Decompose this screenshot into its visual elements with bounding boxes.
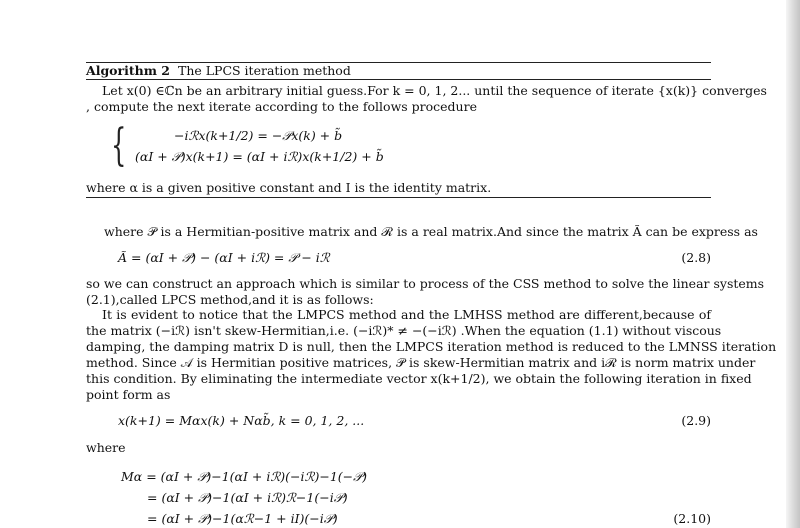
body-para3-line4: method. Since 𝒜 is Hermitian positive matrices, 𝒫 is skew-Hermitian matrix and iℛ is norm matrix under xyxy=(86,355,756,370)
algorithm-eq2: (αI + 𝒫)x(k+1) = (αI + iℛ)x(k+1/2) + b̃ xyxy=(135,149,384,164)
body-para2-line1: so we can construct an approach which is similar to process of the CSS method to solve the linear systems xyxy=(86,276,765,291)
algorithm-bottom-rule xyxy=(86,197,711,198)
equation-2-8-number: (2.8) xyxy=(681,250,711,265)
algorithm-eq1: −iℛx(k+1/2) = −𝒫x(k) + b̃ xyxy=(174,128,343,143)
equation-2-8: Ã = (αI + 𝒫) − (αI + iℛ) = 𝒫 − iℛ xyxy=(118,250,330,265)
equation-2-10-line1: Mα = (αI + 𝒫)−1(αI + iℛ)(−iℛ)−1(−𝒫) xyxy=(121,469,368,484)
equation-2-10-line3: = (αI + 𝒫)−1(αℛ−1 + iI)(−i𝒫) xyxy=(147,511,338,526)
algorithm-intro-line1: Let x(0) ∈ℂn be an arbitrary initial guess.For k = 0, 1, 2... until the sequence of iterate {x(k)} converges xyxy=(102,83,767,98)
equation-2-10-line2: = (αI + 𝒫)−1(αI + iℛ)ℛ−1(−i𝒫) xyxy=(147,490,348,505)
page-edge-shadow xyxy=(786,0,800,528)
algorithm-title: The LPCS iteration method xyxy=(177,63,351,78)
body-para1: where 𝒫 is a Hermitian-positive matrix and ℛ is a real matrix.And since the matrix Ã can be express as xyxy=(104,224,758,239)
algorithm-header-rule xyxy=(86,79,711,80)
algorithm-label: Algorithm 2 xyxy=(86,63,170,78)
body-para3-line1: It is evident to notice that the LMPCS method and the LMHSS method are different,because of xyxy=(102,307,711,322)
equation-2-9: x(k+1) = Mαx(k) + Nαb̃, k = 0, 1, 2, ... xyxy=(118,413,365,428)
body-para3-line2: the matrix (−iℛ) isn't skew-Hermitian,i.e. (−iℛ)* ≠ −(−iℛ) .When the equation (1.1) without viscous xyxy=(86,323,722,338)
algorithm-closing: where α is a given positive constant and I is the identity matrix. xyxy=(86,180,492,195)
body-para3-line3: damping, the damping matrix D is null, then the LMPCS iteration method is reduced to the LMNSS iteration xyxy=(86,339,777,354)
body-para3-line6: point form as xyxy=(86,387,171,402)
algorithm-intro-line2: , compute the next iterate according to the follows procedure xyxy=(86,99,477,114)
equation-brace: { xyxy=(111,120,127,171)
body-para2-line2: (2.1),called LPCS method,and it is as follows: xyxy=(86,292,374,307)
where-label: where xyxy=(86,440,126,455)
equation-2-10-number: (2.10) xyxy=(673,511,711,526)
body-para3-line5: this condition. By eliminating the intermediate vector x(k+1/2), we obtain the following iteration in fixed xyxy=(86,371,752,386)
equation-2-9-number: (2.9) xyxy=(681,413,711,428)
algorithm-header xyxy=(86,63,351,79)
